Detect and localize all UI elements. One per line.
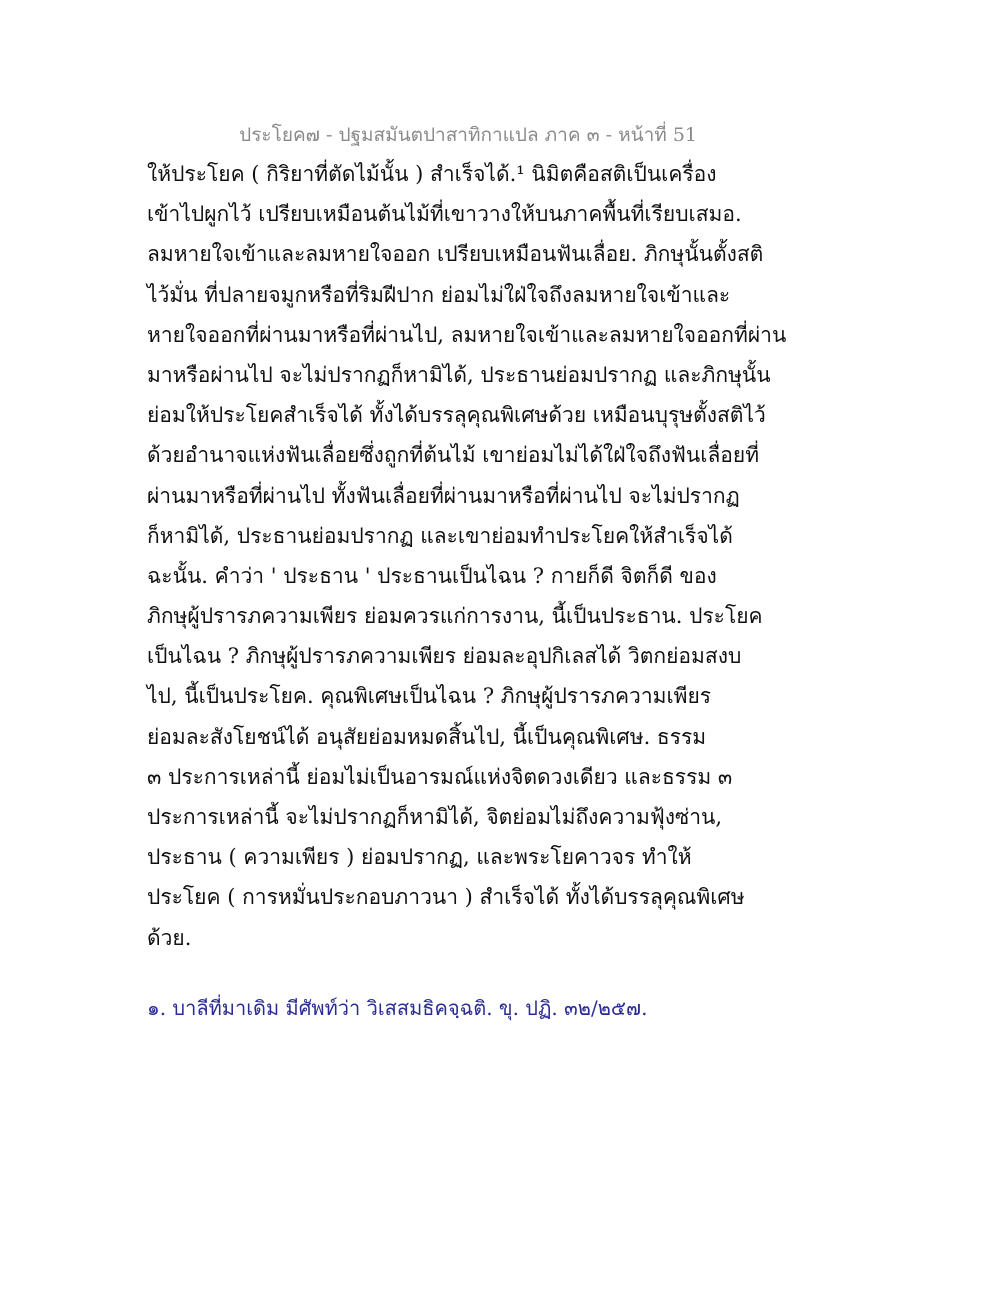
- body-line: ประการเหล่านี้ จะไม่ปรากฏก็หามิได้, จิตย่อมไม่ถึงความฟุ้งซ่าน,: [147, 805, 723, 829]
- body-line: เป็นไฉน ? ภิกษุผู้ปรารภความเพียร ย่อมละอุปกิเลสได้ วิตกย่อมสงบ: [147, 644, 742, 669]
- body-line: ประโยค ( การหมั่นประกอบภาวนา ) สำเร็จได้ ทั้งได้บรรลุคุณพิเศษ: [147, 885, 745, 910]
- body-line: ลมหายใจเข้าและลมหายใจออก เปรียบเหมือนฟันเลื่อย. ภิกษุนั้นตั้งสติ: [147, 242, 764, 267]
- body-line: ภิกษุผู้ปรารภความเพียร ย่อมควรแก่การงาน, นี้เป็นประธาน. ประโยค: [147, 604, 763, 629]
- body-line: ประธาน ( ความเพียร ) ย่อมปรากฏ, และพระโยคาวจร ทำให้: [147, 845, 692, 870]
- body-line: ๓ ประการเหล่านี้ ย่อมไม่เป็นอารมณ์แห่งจิตดวงเดียว และธรรม ๓: [147, 764, 733, 789]
- body-line: ไว้มั่น ที่ปลายจมูกหรือที่ริมฝีปาก ย่อมไม่ใฝ่ใจถึงลมหายใจเข้าและ: [147, 282, 731, 307]
- body-line: ให้ประโยค ( กิริยาที่ตัดไม้นั้น ) สำเร็จได้.¹ นิมิตคือสติเป็นเครื่อง: [147, 162, 717, 186]
- body-line: มาหรือผ่านไป จะไม่ปรากฏก็หามิได้, ประธานย่อมปรากฏ และภิกษุนั้น: [147, 362, 771, 387]
- body-line: ไป, นี้เป็นประโยค. คุณพิเศษเป็นไฉน ? ภิกษุผู้ปรารภความเพียร: [147, 684, 712, 709]
- body-line: ย่อมให้ประโยคสำเร็จได้ ทั้งได้บรรลุคุณพิเศษด้วย เหมือนบุรุษตั้งสติไว้: [147, 403, 766, 428]
- body-line: หายใจออกที่ผ่านมาหรือที่ผ่านไป, ลมหายใจเข้าและลมหายใจออกที่ผ่าน: [147, 322, 787, 347]
- body-line: ก็หามิได้, ประธานย่อมปรากฏ และเขาย่อมทำประโยคให้สำเร็จได้: [147, 523, 733, 548]
- body-text: [147, 158, 787, 962]
- body-line: ย่อมละสังโยชน์ได้ อนุสัยย่อมหมดสิ้นไป, นี้เป็นคุณพิเศษ. ธรรม: [147, 724, 707, 749]
- body-line: ฉะนั้น. คำว่า ' ประธาน ' ประธานเป็นไฉน ? กายก็ดี จิตก็ดี ของ: [147, 563, 717, 588]
- body-line: เข้าไปผูกไว้ เปรียบเหมือนต้นไม้ที่เขาวางให้บนภาคพื้นที่เรียบเสมอ.: [147, 202, 742, 227]
- body-line: ด้วยอำนาจแห่งฟันเลื่อยซึ่งถูกที่ต้นไม้ เขาย่อมไม่ได้ใฝ่ใจถึงฟันเลื่อยที่: [147, 443, 760, 468]
- body-line: ผ่านมาหรือที่ผ่านไป ทั้งฟันเลื่อยที่ผ่านมาหรือที่ผ่านไป จะไม่ปรากฏ: [147, 483, 740, 508]
- footnote: ๑. บาลีที่มาเดิม มีศัพท์ว่า วิเสสมธิคจฺฉติ. ขุ. ปฏิ. ๓๒/๒๕๗.: [147, 996, 648, 1020]
- page-header: ประโยค๗ - ปฐมสมันตปาสาทิกาแปล ภาค ๓ - หน้าที่ 51: [239, 124, 697, 146]
- body-line: ด้วย.: [147, 925, 192, 950]
